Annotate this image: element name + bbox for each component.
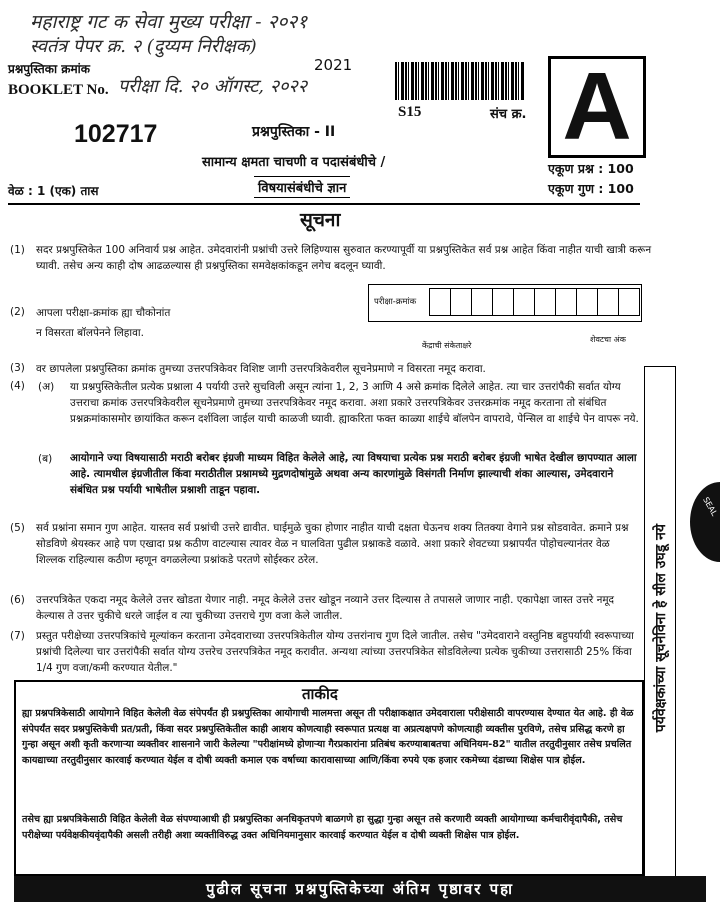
total-marks: एकूण गुण : 100 xyxy=(548,181,634,196)
footer-text: पुढील सूचना प्रश्नपुस्तिकेच्या अंतिम पृष्ठावर पहा xyxy=(206,880,514,898)
item-number-7: (7) xyxy=(10,630,25,642)
centre-code-label: केंद्राची संकेताक्षरे xyxy=(422,341,472,350)
exam-number-grid[interactable] xyxy=(430,288,640,316)
seal-sticker xyxy=(690,482,720,562)
handwritten-exam-date: परीक्षा दि. २० ऑगस्ट, २०२२ xyxy=(118,76,308,97)
booklet-number: 102717 xyxy=(74,120,158,148)
series-code: S15 xyxy=(398,104,422,120)
subject-line-2: विषयासंबंधीचे ज्ञान xyxy=(254,176,350,198)
instruction-7: प्रस्तुत परीक्षेच्या उत्तरपत्रिकांचे मूल्यांकन करताना उमेदवाराच्या उत्तरपत्रिकेतील योग्य उत्तरांनाच गुण दिले जातील. तसेच "उमेदवाराने वस्तुनिष्ठ बहुपर्यायी स्वरूपाच्या प्रश्नांची दिलेल्या चार उत्तरांपैकी सर्वात योग्य उत्तरेच उत्तरपत्रिकेत नमूद करावीत. अन्यथा त्यांच्या उत्तरपत्रिकेत सोडविलेल्या प्रत्येक चुकीच्या उत्तरासाठी 25% किंवा 1/4 गुण वजा/कमी करण्यात येतील." xyxy=(36,630,634,674)
warning-paragraph-2: तसेच ह्या प्रश्नपत्रिकेसाठी विहित केलेली वेळ संपण्याआधी ही प्रश्नपुस्तिका अनधिकृतपणे बाळगणे हा सुद्धा गुन्हा असून तसे करणारी व्यक्ती आयोगाच्या कर्मचारीवृंदापैकी, तसेच परीक्षेच्या पर्यवेक्षकीयवृंदापैकी असली तरीही अशा व्यक्तीविरुद्ध उक्त अधिनियमानुसार कारवाई करण्यात येईल व दोषी व्यक्ती शिक्षेस पात्र होईल. xyxy=(22,814,623,841)
item-number-1: (1) xyxy=(10,244,25,256)
instructions-title: सूचना xyxy=(300,209,341,231)
year: 2021 xyxy=(314,56,353,74)
sub-item-b: (ब) xyxy=(38,453,53,465)
subject-line-1: सामान्य क्षमता चाचणी व पदासंबंधीचे / xyxy=(202,155,386,170)
set-letter: A xyxy=(562,53,632,160)
last-digit-label: शेवटचा अंक xyxy=(590,335,626,344)
total-questions: एकूण प्रश्न : 100 xyxy=(548,161,634,176)
item-number-5: (5) xyxy=(10,522,25,534)
header-divider xyxy=(8,203,640,205)
instruction-4b: आयोगाने ज्या विषयासाठी मराठी बरोबर इंग्रजी माध्यम विहित केलेले आहे, त्या विषयाचा प्रत्येक प्रश्न मराठी बरोबर इंग्रजी भाषेत देखील छापण्यात आला आहे. त्यामधील इंग्रजीतील किंवा मराठीतील प्रश्नामध्ये मुद्रणदोषांमुळे अथवा अन्य कारणांमुळे विसंगती निर्माण झाल्याची शंका आल्यास, उमेदवाराने संबंधित प्रश्न पर्यायी भाषेतील प्रश्नाशी ताडून पहावा. xyxy=(70,452,637,496)
time-allowed: वेळ : 1 (एक) तास xyxy=(8,184,99,198)
instruction-6: उत्तरपत्रिकेत एकदा नमूद केलेले उत्तर खोडता येणार नाही. नमूद केलेले उत्तर खोडून नव्याने उत्तर दिल्यास ते तपासले जाणार नाही. एकापेक्षा जास्त उत्तरे नमूद केल्यास ते उत्तर चुकीचे धरले जाईल व त्या चुकीच्या उत्तराचे गुण वजा केले जातील. xyxy=(36,594,615,622)
instruction-2a: आपला परीक्षा-क्रमांक ह्या चौकोनांत xyxy=(36,307,171,319)
instruction-2b: न विसरता बॉलपेनने लिहावा. xyxy=(36,327,144,339)
sub-item-a: (अ) xyxy=(38,381,55,393)
booklet-label-en: BOOKLET No. xyxy=(8,82,109,98)
item-number-3: (3) xyxy=(10,362,25,374)
booklet-label-mr: प्रश्नपुस्तिका क्रमांक xyxy=(8,62,90,76)
warning-paragraph-1: ह्या प्रश्नपत्रिकेसाठी आयोगाने विहित केलेली वेळ संपेपर्यंत ही प्रश्नपुस्तिका आयोगाची मालमत्ता असून ती परीक्षाकक्षात उमेदवाराला परीक्षेसाठी वापरण्यास देण्यात येत आहे. ही वेळ संपेपर्यंत सदर प्रश्नपुस्तिकेची प्रत/प्रती, किंवा सदर प्रश्नपुस्तिकेतील काही आशय कोणत्याही स्वरूपात प्रत्यक्ष वा अप्रत्यक्षपणे कोणत्याही व्यक्तीस पुरविणे, तसेच प्रसिद्ध करणे हा गुन्हा असून अशी कृती करणाऱ्या व्यक्तीवर शासनाने जारी केलेल्या "परीक्षांमध्ये होणाऱ्या गैरप्रकारांना प्रतिबंध करण्याबाबतचा अधिनियम-82" यातील तरतुदीनुसार तसेच प्रचलित कायद्याच्या तरतुदीनुसार कारवाई करण्यात येईल व दोषी व्यक्ती कमाल एक वर्षाच्या कारावासाच्या आणि/किंवा रुपये एक हजार रकमेच्या दंडाच्या शिक्षेस पात्र होईल. xyxy=(22,708,634,766)
instruction-1: सदर प्रश्नपुस्तिकेत 100 अनिवार्य प्रश्न आहेत. उमेदवारांनी प्रश्नांची उत्तरे लिहिण्यास सुरुवात करण्यापूर्वी या प्रश्नपुस्तिकेत सर्व प्रश्न आहेत किंवा नाहीत याची खात्री करून घ्यावी. तसेच अन्य काही दोष आढळल्यास ही प्रश्नपुस्तिका समवेक्षकांकडून लगेच बदलून घ्यावी. xyxy=(36,244,652,272)
barcode xyxy=(395,62,525,100)
handwritten-paper-name: स्वतंत्र पेपर क्र. २ (दुय्यम निरीक्षक) xyxy=(30,36,257,57)
booklet-title: प्रश्नपुस्तिका - II xyxy=(252,124,336,140)
instruction-4a: या प्रश्नपुस्तिकेतील प्रत्येक प्रश्नाला 4 पर्यायी उत्तरे सुचविली असून त्यांना 1, 2, 3 आणि 4 असे क्रमांक दिलेले आहेत. त्या चार उत्तरांपैकी सर्वात योग्य उत्तराचा क्रमांक उत्तरपत्रिकेवरील सूचनेप्रमाणे तुमच्या उत्तरपत्रिकेवर नमूद करावा. अशा प्रकारे उत्तरपत्रिकेवर उत्तरक्रमांक नमूद करताना तो संबंधित प्रश्नक्रमांकासमोर छायांकित करून दर्शविला जाईल याची काळजी घ्यावी. ह्याकरिता फक्त काळ्या शाईचे बॉलपेन वापरावे, पेन्सिल वा शाईचे पेन वापरू नये. xyxy=(70,381,639,425)
handwritten-exam-name: महाराष्ट्र गट क सेवा मुख्य परीक्षा - २०२१ xyxy=(30,11,308,33)
footer-banner xyxy=(14,876,706,902)
item-number-2: (2) xyxy=(10,306,25,318)
exam-number-label: परीक्षा-क्रमांक xyxy=(374,297,417,307)
seal-instruction-text: पर्यवेक्षकांच्या सूचनेविना हे सील उघडू नये xyxy=(652,523,669,733)
seal-text: SEAL xyxy=(701,495,719,518)
warning-title: ताकीद xyxy=(302,685,338,703)
instruction-3: वर छापलेला प्रश्नपुस्तिका क्रमांक तुमच्या उत्तरपत्रिकेवर विशिष्ट जागी उत्तरपत्रिकेवरील सूचनेप्रमाणे न विसरता नमूद करावा. xyxy=(36,363,486,375)
seal-instruction-strip xyxy=(644,366,676,890)
set-letter-box xyxy=(548,53,646,160)
item-number-6: (6) xyxy=(10,594,25,606)
instruction-5: सर्व प्रश्नांना समान गुण आहेत. यास्तव सर्व प्रश्नांची उत्तरे द्यावीत. घाईमुळे चुका होणार नाहीत याची दक्षता घेऊनच शक्य तितक्या वेगाने प्रश्न सोडवावेत. क्रमाने प्रश्न सोडविणे श्रेयस्कर आहे पण एखादा प्रश्न कठीण वाटल्यास त्यावर वेळ न घालविता पुढील प्रश्नाकडे वळावे. अशा प्रकारे शेवटच्या प्रश्नापर्यंत पोहोचल्यानंतर वेळ शिल्लक राहिल्यास कठीण म्हणून वगळलेल्या प्रश्नांकडे परतणे सोईस्कर ठरेल. xyxy=(36,522,629,566)
set-label: संच क्र. xyxy=(490,107,527,122)
item-number-4: (4) xyxy=(10,380,25,392)
warning-box xyxy=(14,680,644,876)
